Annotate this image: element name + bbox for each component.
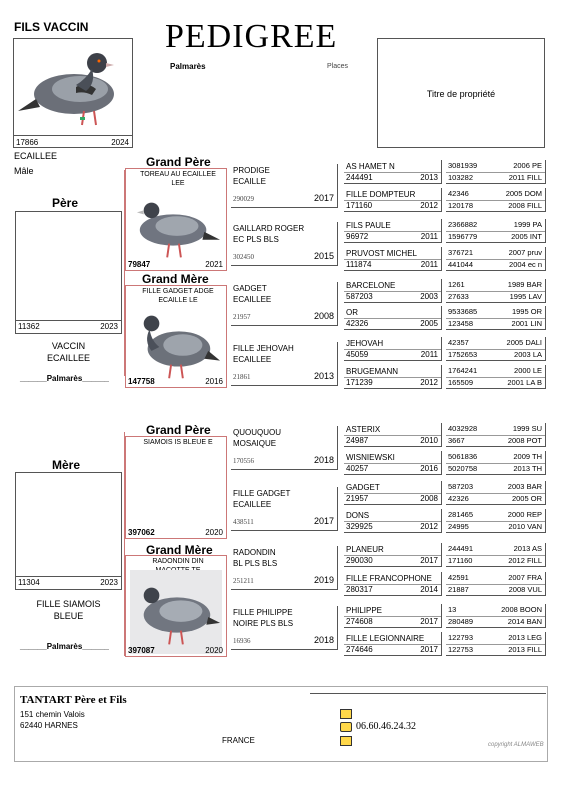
ancestor: FILS PAULE 96972 2011 — [344, 219, 442, 243]
father-ring: 11362 — [18, 322, 40, 331]
ancestor-parents: 9533685 1995 OR 123458 2001 LIN — [446, 306, 546, 330]
ancestor: PHILIPPE 274608 2017 — [344, 604, 442, 628]
ancestor: PRUVOST MICHEL 111874 2011 — [344, 247, 442, 271]
subject-sex: Mâle — [14, 166, 34, 176]
owner-address-2: 62440 HARNES — [20, 721, 78, 730]
ancestor: GADGET 21957 2008 — [344, 481, 442, 505]
mother-card — [15, 472, 122, 590]
great-grandparent: RADONDIN BL PLS BLS 251211 2019 — [231, 546, 338, 590]
grandmother-label-1: Grand Mère — [142, 272, 209, 286]
mother-label: Mère — [52, 458, 81, 472]
father-card — [15, 211, 122, 334]
grandfather-label-1: Grand Père — [146, 155, 211, 169]
phone-icon — [340, 722, 352, 732]
ancestor-parents: 4032928 1999 SU 3667 2008 POT — [446, 423, 546, 447]
great-grandparent: FILLE PHILIPPE NOIRE PLS BLS 16936 2018 — [231, 606, 338, 650]
father-color: ECAILLEE — [46, 353, 91, 363]
owner-country: FRANCE — [222, 736, 255, 745]
great-grandparent: QUOUQUOU MOSAIQUE 170556 2018 — [231, 426, 338, 470]
ancestor: DONS 329925 2012 — [344, 509, 442, 533]
great-grandparent: PRODIGE ECAILLE 290029 2017 — [231, 164, 338, 208]
ancestor: FILLE LEGIONNAIRE 274646 2017 — [344, 632, 442, 656]
father-palmares: ______Palmarès______ — [20, 374, 109, 383]
father-name: VACCIN — [51, 341, 86, 351]
grandparent-year: 2020 — [205, 528, 223, 537]
ancestor-parents: 42346 2005 DOM 120178 2008 FILL — [446, 188, 546, 212]
father-year: 2023 — [100, 322, 118, 331]
ancestor: FILLE DOMPTEUR 171160 2012 — [344, 188, 442, 212]
ancestor: WISNIEWSKI 40257 2016 — [344, 451, 442, 475]
phone-number: 06.60.46.24.32 — [356, 721, 416, 732]
ancestor: JEHOVAH 45059 2011 — [344, 337, 442, 361]
ancestor-parents: 3081939 2006 PE 103282 2011 FILL — [446, 160, 546, 184]
great-grandparent: FILLE GADGET ECAILLEE 438511 2017 — [231, 487, 338, 531]
ancestor-parents: 376721 2007 pruv 441044 2004 ec n — [446, 247, 546, 271]
places-label: Places — [327, 63, 349, 70]
grandparent-ring: 147758 — [128, 377, 155, 386]
grandfather-label-2: Grand Père — [146, 423, 211, 437]
grandparent-year: 2021 — [205, 260, 223, 269]
property-title-box — [377, 38, 545, 148]
mother-ring: 11304 — [18, 578, 40, 587]
grandparent-card — [125, 555, 227, 657]
ancestor-parents: 42357 2005 DALI 1752653 2003 LA — [446, 337, 546, 361]
pigeon-photo — [14, 39, 132, 134]
ancestor-parents: 122793 2013 LEG 122753 2013 FILL — [446, 632, 546, 656]
grandparent-name: SIAMOIS IS BLEUE E — [143, 439, 213, 446]
ancestor-parents: 281465 2000 REP 24995 2010 VAN — [446, 509, 546, 533]
grandparent-card — [125, 285, 227, 388]
mail-icon — [340, 709, 352, 719]
subject-photo-card — [13, 38, 133, 148]
ancestor: PLANEUR 290030 2017 — [344, 543, 442, 567]
subject-ring: 17866 — [16, 138, 39, 147]
grandmother-label-2: Grand Mère — [146, 543, 213, 557]
copyright: copyright ALMAWEB — [488, 742, 544, 748]
father-label: Père — [52, 196, 79, 210]
fax-icon — [340, 736, 352, 746]
subject-year: 2024 — [111, 138, 129, 147]
owner-name: TANTART Père et Fils — [20, 694, 127, 706]
mother-palmares: ______Palmarès______ — [20, 642, 109, 651]
pigeon-photo — [130, 300, 222, 384]
grandparent-ring: 397087 — [128, 646, 155, 655]
ancestor: BARCELONE 587203 2003 — [344, 279, 442, 303]
ancestor: OR 42326 2005 — [344, 306, 442, 330]
mother-color: BLEUE — [53, 611, 84, 621]
grandparent-name: TOREAU AU ECAILLEE LEE — [140, 171, 216, 187]
grandparent-name: FILLE GADGET ADGE ECAILLE LE — [142, 288, 214, 304]
grandparent-ring: 79847 — [128, 260, 151, 269]
page-title: PEDIGREE — [165, 18, 338, 55]
mother-year: 2023 — [100, 578, 118, 587]
subject-color: ECAILLEE — [14, 151, 58, 161]
ancestor-parents: 13 2008 BOON 280489 2014 BAN — [446, 604, 546, 628]
ancestor: AS HAMET N 244491 2013 — [344, 160, 442, 184]
great-grandparent: FILLE JEHOVAH ECAILLEE 21861 2013 — [231, 342, 338, 386]
owner-address-1: 151 chemin Valois — [20, 710, 85, 719]
ancestor-parents: 5061836 2009 TH 5020758 2013 TH — [446, 451, 546, 475]
ancestor: BRUGEMANN 171239 2012 — [344, 365, 442, 389]
pigeon-photo — [130, 183, 222, 267]
grandparent-year: 2016 — [205, 377, 223, 386]
property-title: Titre de propriété — [426, 89, 496, 99]
grandparent-year: 2020 — [205, 646, 223, 655]
ancestor-parents: 244491 2013 AS 171160 2012 FILL — [446, 543, 546, 567]
grandparent-name: RADONDIN DIN — [152, 558, 204, 565]
great-grandparent: GAILLARD ROGER EC PLS BLS 302450 2015 — [231, 222, 338, 266]
palmares-label: Palmarès — [170, 62, 206, 71]
subject-name: FILS VACCIN — [14, 20, 89, 34]
ancestor-parents: 587203 2003 BAR 42326 2005 OR — [446, 481, 546, 505]
mother-name: FILLE SIAMOIS — [36, 599, 101, 609]
grandparent-card — [125, 168, 227, 271]
ancestor-parents: 2366882 1999 PA 1596779 2005 INT — [446, 219, 546, 243]
grandparent-card — [125, 436, 227, 539]
ancestor-parents: 42591 2007 FRA 21887 2008 VUL — [446, 572, 546, 596]
grandparent-ring: 397062 — [128, 528, 155, 537]
pigeon-photo — [130, 570, 222, 654]
ancestor: FILLE FRANCOPHONE 280317 2014 — [344, 572, 442, 596]
great-grandparent: GADGET ECAILLEE 21957 2008 — [231, 282, 338, 326]
ancestor-parents: 1764241 2000 LE 165509 2001 LA B — [446, 365, 546, 389]
ancestor-parents: 1261 1989 BAR 27633 1995 LAV — [446, 279, 546, 303]
ancestor: ASTERIX 24987 2010 — [344, 423, 442, 447]
